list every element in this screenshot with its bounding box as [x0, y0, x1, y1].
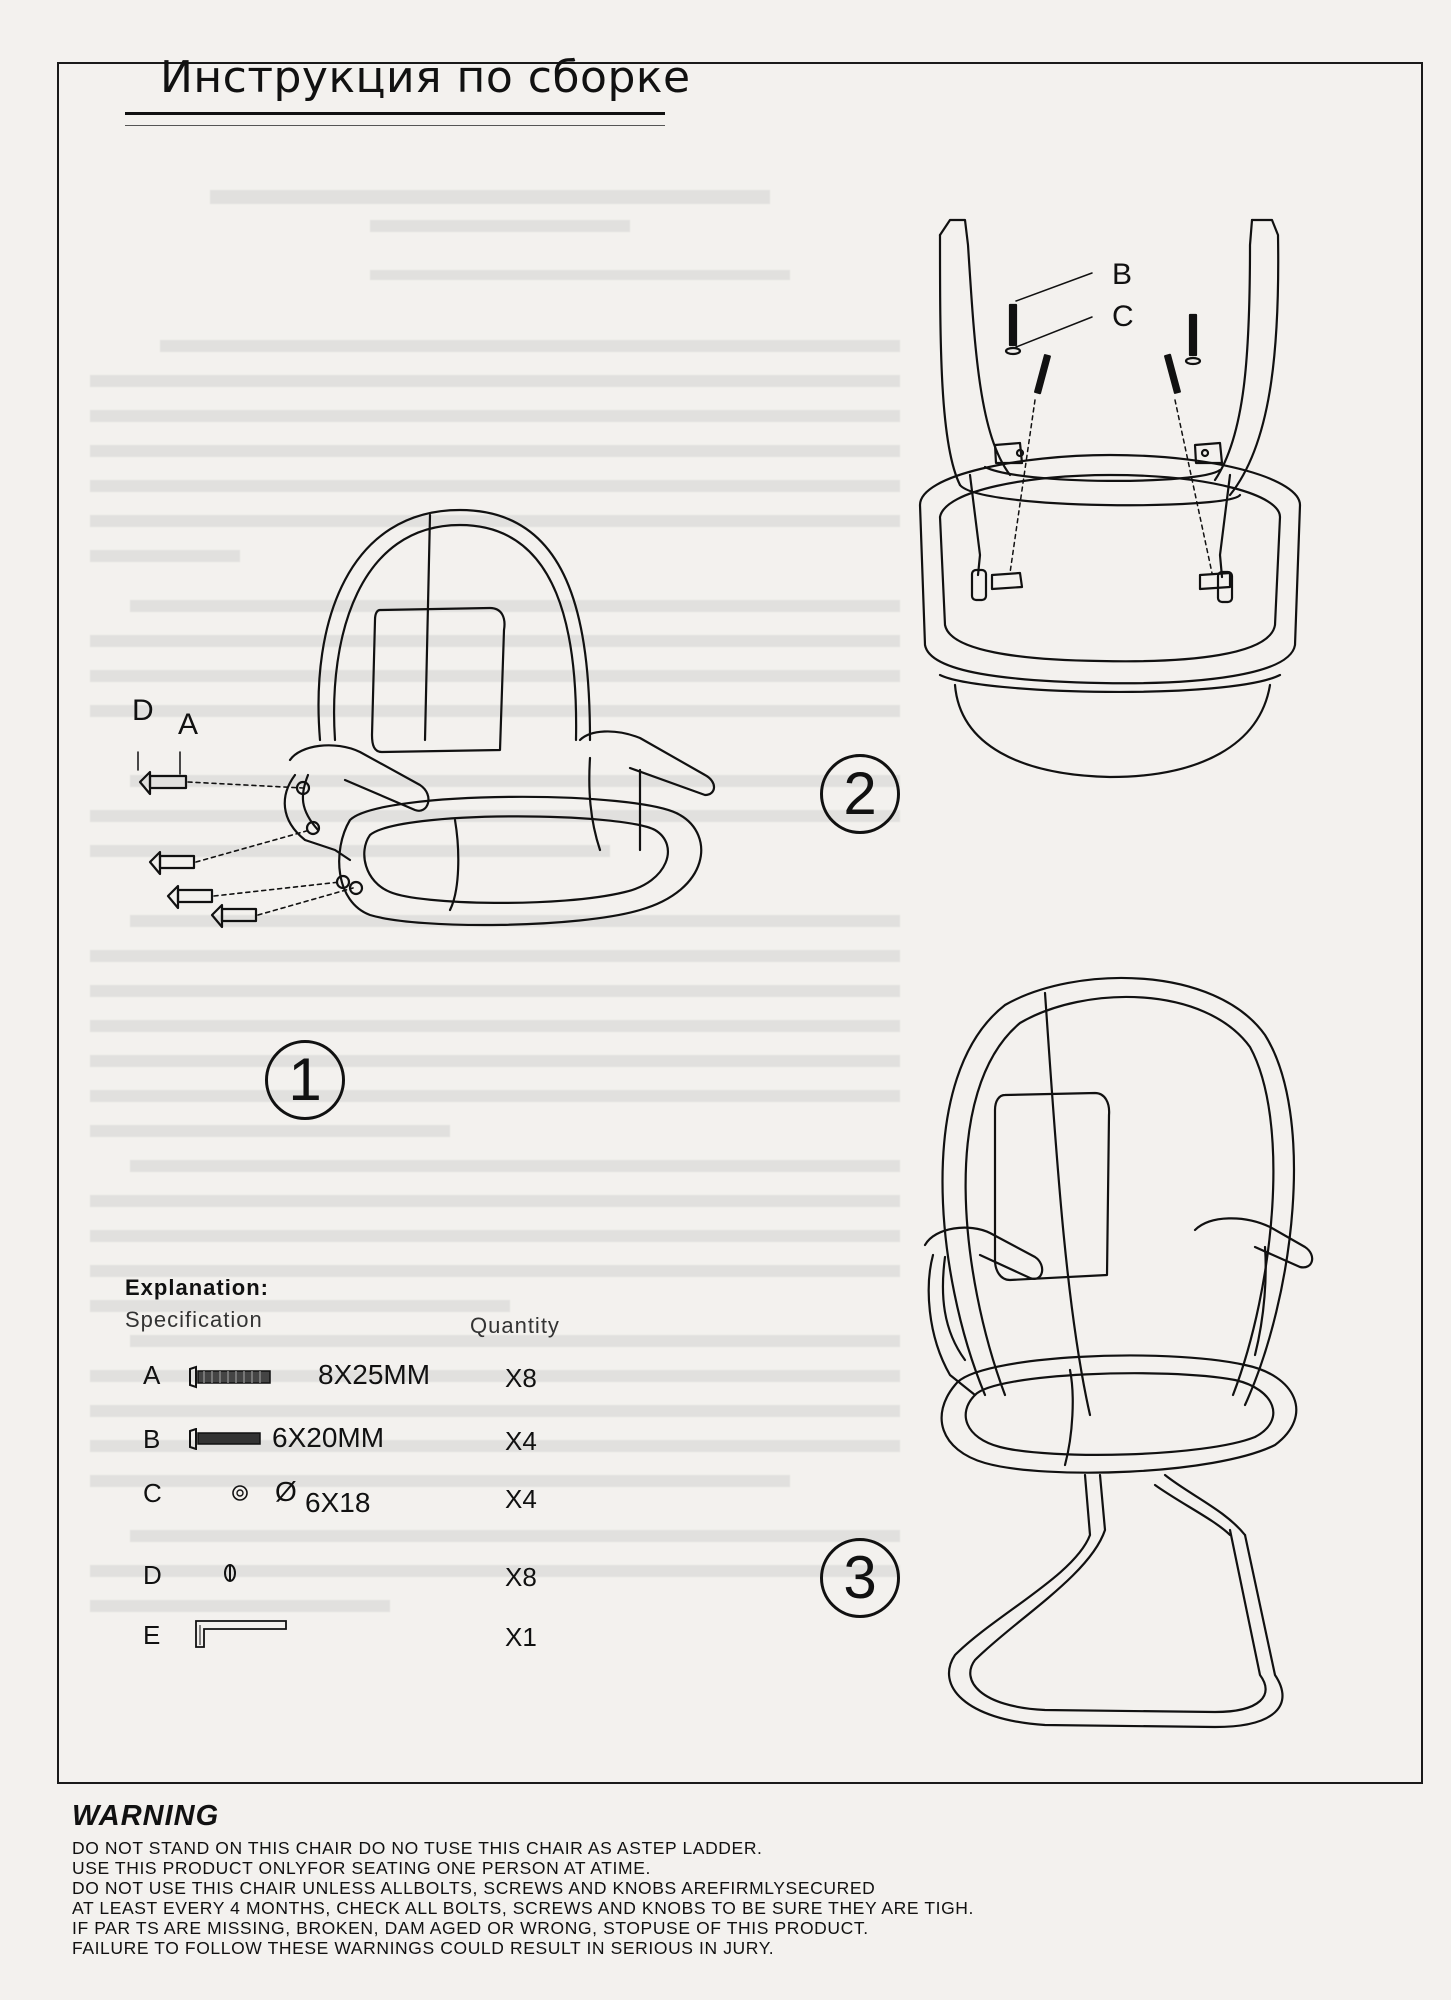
bolt-a-icon	[188, 1365, 273, 1389]
warning-line: DO NOT STAND ON THIS CHAIR DO NO TUSE THIS CHAIR AS ASTEP LADDER.	[72, 1838, 763, 1858]
step-number-1: 1	[265, 1040, 345, 1120]
warning-line: AT LEAST EVERY 4 MONTHS, CHECK ALL BOLTS, SCREWS AND KNOBS TO BE SURE THEY ARE TIGH.	[72, 1898, 975, 1918]
part-qty-e: X1	[505, 1622, 537, 1652]
step-number-3: 3	[820, 1538, 900, 1618]
explanation-title: Explanation:	[125, 1275, 270, 1300]
washer-c-icon	[230, 1483, 250, 1503]
step1-chair-armrest-drawing	[120, 490, 740, 1010]
warning-line: FAILURE TO FOLLOW THESE WARNINGS COULD RESULT IN SERIOUS IN JURY.	[72, 1938, 775, 1958]
title-underline-thin	[125, 125, 665, 126]
part-letter-c: C	[143, 1478, 162, 1508]
step1-label-d: D	[132, 694, 154, 727]
part-letter-b: B	[143, 1424, 161, 1454]
allen-key-e-icon	[192, 1617, 292, 1651]
part-size-c: 6X18	[305, 1487, 371, 1518]
part-letter-a: A	[143, 1360, 161, 1390]
page-title: Инструкция по сборке	[160, 52, 691, 103]
part-size-b: 6X20MM	[272, 1422, 385, 1453]
part-qty-a: X8	[505, 1363, 537, 1393]
part-size-a: 8X25MM	[318, 1359, 431, 1390]
warning-line: IF PAR TS ARE MISSING, BROKEN, DAM AGED OR WRONG, STOPUSE OF THIS PRODUCT.	[72, 1918, 869, 1938]
part-qty-c: X4	[505, 1484, 537, 1514]
quantity-header: Quantity	[470, 1313, 560, 1338]
part-qty-b: X4	[505, 1426, 537, 1456]
step1-label-a: A	[178, 708, 199, 741]
cap-nut-d-icon	[222, 1563, 238, 1583]
step2-label-c: C	[1112, 300, 1134, 333]
step3-assembled-chair-drawing	[915, 975, 1335, 1745]
title-underline	[125, 112, 665, 115]
step-number-2: 2	[820, 754, 900, 834]
warning-title: WARNING	[72, 1800, 220, 1832]
step2-seat-frame-drawing	[900, 205, 1320, 780]
part-qty-d: X8	[505, 1562, 537, 1592]
part-diameter-symbol-c: Ø	[275, 1476, 297, 1507]
specification-header: Specification	[125, 1307, 263, 1332]
warning-line: USE THIS PRODUCT ONLYFOR SEATING ONE PERSON AT ATIME.	[72, 1858, 651, 1878]
part-letter-d: D	[143, 1560, 162, 1590]
bolt-b-icon	[188, 1428, 263, 1450]
part-letter-e: E	[143, 1620, 161, 1650]
step2-label-b: B	[1112, 258, 1133, 291]
warning-line: DO NOT USE THIS CHAIR UNLESS ALLBOLTS, SCREWS AND KNOBS AREFIRMLYSECURED	[72, 1878, 876, 1898]
